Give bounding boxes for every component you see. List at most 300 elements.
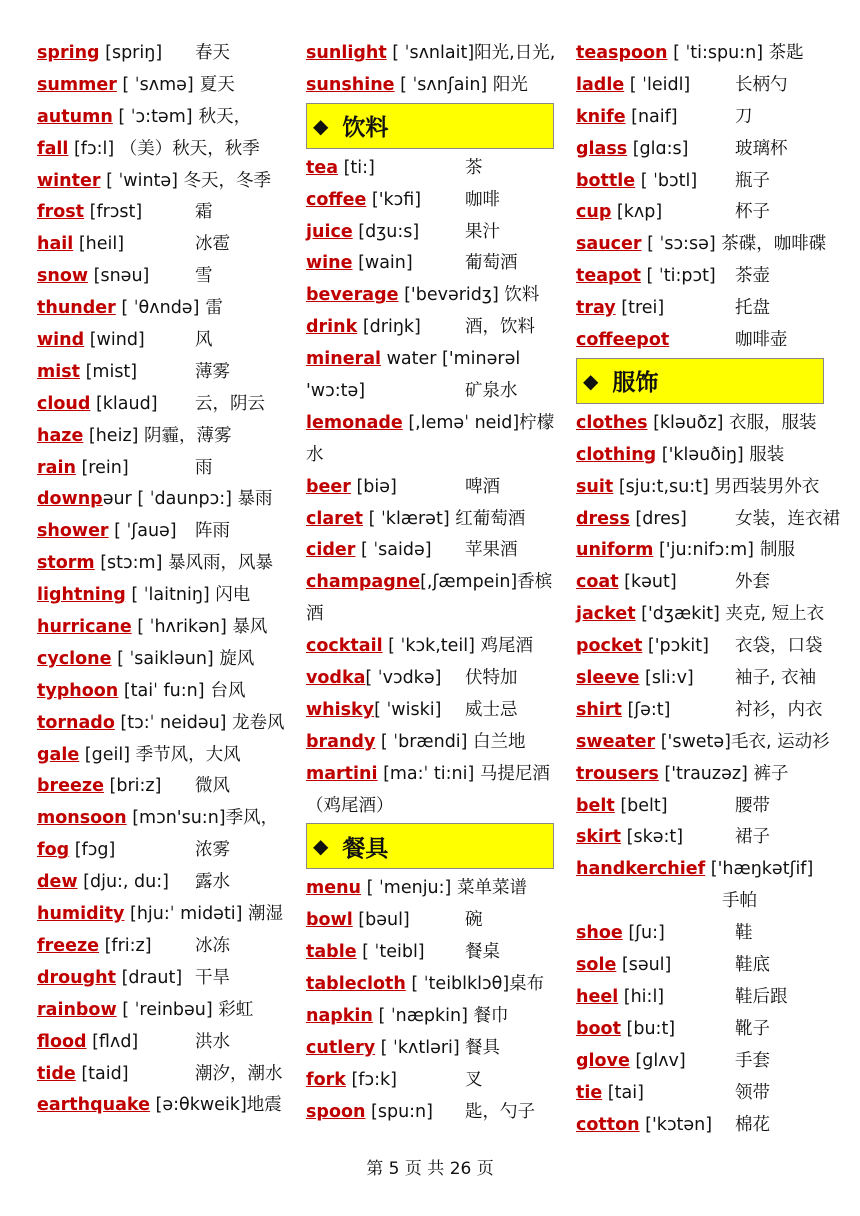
chinese-meaning: 杯子 [735, 202, 770, 223]
vocab-entry [306, 344, 558, 376]
english-word: brandy [306, 731, 376, 752]
english-word: table [306, 942, 357, 963]
vocab-entry [306, 1033, 558, 1065]
vocab-entry [37, 1027, 287, 1059]
phonetic-text: [ ˈbrændi] 白兰地 [375, 731, 526, 752]
vocab-entry [37, 484, 287, 516]
vocab-entry [306, 695, 558, 727]
phonetic-text: [klaud] [90, 393, 158, 414]
vocab-entry [37, 293, 287, 325]
english-word: beer [306, 476, 351, 497]
phonetic-text: [taid] [75, 1063, 129, 1084]
vocab-entry [306, 185, 558, 217]
english-word: glass [576, 138, 628, 159]
vocab-entry [576, 229, 828, 261]
phonetic-text: [bri:z] [103, 776, 162, 797]
vocab-entry [576, 663, 828, 695]
chinese-meaning: 手套 [735, 1050, 770, 1071]
english-word: glove [576, 1050, 630, 1071]
phonetic-text: [fɔ:l] （美）秋天，秋季 [68, 138, 260, 159]
english-word: sleeve [576, 668, 640, 689]
phonetic-text: [hi:l] [618, 986, 665, 1007]
english-word: monsoon [37, 808, 127, 829]
section-heading-text: 饮料 [342, 115, 389, 142]
english-word: freeze [37, 935, 100, 956]
vocab-entry [37, 38, 287, 70]
vocab-entry [576, 408, 828, 440]
chinese-meaning: 雨 [195, 457, 213, 478]
english-word: tablecloth [306, 974, 406, 995]
english-word: clothing [576, 444, 657, 465]
english-word: sweater [576, 731, 656, 752]
english-word: juice [306, 221, 353, 242]
english-word: mineral [306, 349, 381, 370]
chinese-meaning: 露水 [195, 872, 230, 893]
english-word: coffee [306, 189, 367, 210]
english-word: jacket [576, 604, 636, 625]
chinese-meaning: 鞋 [735, 923, 753, 944]
phonetic-text: [ ˈleidl] [624, 74, 691, 95]
vocab-entry [37, 197, 287, 229]
section-heading [306, 823, 554, 869]
phonetic-text: ['swetə]毛衣, 运动衫 [655, 731, 830, 752]
phonetic-text: [ ˈwintə] 冬天，冬季 [100, 170, 272, 191]
phonetic-text: [spriŋ] [99, 43, 163, 63]
vocab-entry [576, 727, 828, 759]
vocab-entry [37, 134, 287, 166]
chinese-meaning: 腰带 [735, 795, 770, 816]
vocab-entry [306, 873, 558, 905]
english-word: fork [306, 1069, 346, 1090]
english-word: lightning [37, 585, 126, 606]
phonetic-text: [biə] [350, 476, 397, 497]
vocab-entry [37, 740, 287, 772]
phonetic-text: [ ˈlaitniŋ] 闪电 [125, 585, 251, 606]
phonetic-text: [glɑ:s] [627, 138, 689, 159]
vocab-entry [37, 899, 287, 931]
phonetic-text: [ʃu:] [622, 923, 665, 944]
english-word: menu [306, 878, 362, 899]
phonetic-text: [skə:t] [621, 827, 684, 848]
chinese-meaning: 女装，连衣裙 [735, 508, 840, 529]
english-word: beverage [306, 285, 399, 306]
chinese-meaning: 刀 [735, 106, 753, 127]
phonetic-text: ['trauzəz] 裤子 [658, 763, 789, 784]
chinese-meaning: 雪 [195, 266, 213, 287]
phonetic-text: [ ˈti:spu:n] 茶匙 [667, 43, 804, 63]
chinese-meaning: 矿泉水 [465, 381, 518, 402]
vocab-entry [37, 995, 287, 1027]
phonetic-text: [ ˈwiski] [374, 699, 442, 720]
vocab-continuation [306, 791, 558, 823]
phonetic-text: ['pɔkit] [642, 636, 709, 657]
vocab-entry [306, 759, 558, 791]
vocab-entry [306, 663, 558, 695]
english-word: tea [306, 157, 339, 178]
vocab-entry [37, 357, 287, 389]
phonetic-text: [ ˈʃauə] [108, 521, 177, 542]
vocab-entry [576, 261, 828, 293]
english-word: tie [576, 1082, 603, 1103]
english-word: champagne [306, 572, 421, 593]
vocab-entry [37, 389, 287, 421]
chinese-meaning: 苹果酒 [465, 540, 518, 561]
chinese-meaning: 衬衫，内衣 [735, 699, 823, 720]
english-word: trousers [576, 763, 659, 784]
vocab-continuation [306, 599, 558, 631]
english-word: claret [306, 508, 364, 529]
phonetic-text: ['dʒækit] 夹克, 短上衣 [635, 604, 825, 625]
chinese-meaning: 风 [195, 330, 213, 351]
english-word: storm [37, 553, 95, 574]
vocab-entry [37, 1090, 287, 1122]
english-word: uniform [576, 540, 654, 561]
chinese-meaning: 茶 [465, 157, 483, 178]
english-word: handkerchief [576, 859, 706, 880]
english-word: drink [306, 317, 358, 338]
phonetic-text: [sli:v] [639, 668, 694, 689]
english-word: flood [37, 1031, 87, 1052]
chinese-meaning: 叉 [465, 1069, 483, 1090]
vocab-entry [576, 822, 828, 854]
vocab-entry [576, 134, 828, 166]
chinese-meaning: 秋天， [198, 106, 252, 127]
vocab-entry [306, 472, 558, 504]
chinese-meaning: 茶壶 [735, 266, 770, 287]
chinese-meaning: 棉花 [735, 1114, 770, 1135]
phonetic-text: [səul] [616, 955, 672, 976]
vocab-entry [576, 759, 828, 791]
vocab-entry [576, 1014, 828, 1046]
english-word: ladle [576, 74, 625, 95]
english-word: thunder [37, 298, 116, 319]
chinese-meaning: 阵雨 [195, 521, 230, 542]
continuation-text: 酒 [306, 604, 324, 625]
vocab-entry [306, 153, 558, 185]
vocab-entry [576, 38, 828, 70]
vocab-entry [576, 567, 828, 599]
phonetic-text: [ ˈɔ:təm] [112, 106, 193, 127]
vocab-entry [576, 791, 828, 823]
chinese-meaning: 台风 [210, 680, 246, 701]
vocab-entry [306, 38, 558, 70]
section-heading [576, 358, 824, 404]
english-word: vodka [306, 668, 366, 689]
english-word: fall [37, 138, 69, 159]
chinese-meaning: 夏天 [199, 74, 235, 95]
phonetic-text: [dʒu:s] [352, 221, 420, 242]
phonetic-text: [draut] [116, 967, 183, 988]
chinese-meaning: 瓶子 [735, 170, 770, 191]
chinese-meaning: 冰雹 [195, 234, 230, 255]
vocab-entry [37, 612, 287, 644]
english-word: cloud [37, 393, 91, 414]
chinese-meaning: 浓雾 [195, 840, 230, 861]
vocab-entry [576, 1078, 828, 1110]
vocab-continuation [576, 886, 828, 918]
english-word: pocket [576, 636, 643, 657]
phonetic-text: [kʌp] [611, 202, 663, 223]
phonetic-text: [tɔ:ˈ neidəu] 龙卷风 [114, 712, 285, 733]
vocab-entry [37, 453, 287, 485]
chinese-meaning: 鞋底 [735, 955, 770, 976]
chinese-meaning: 潮汐，潮水 [195, 1063, 283, 1084]
vocab-entry [37, 580, 287, 612]
english-word: shower [37, 521, 109, 542]
phonetic-text: [wind] [84, 330, 145, 351]
chinese-meaning: 匙，勺子 [465, 1101, 535, 1122]
english-word: shoe [576, 923, 623, 944]
vocab-entry [576, 1110, 828, 1142]
chinese-meaning: 玻璃杯 [735, 138, 788, 159]
english-word: earthquake [37, 1095, 150, 1116]
english-word: wind [37, 330, 85, 351]
vocab-entry [37, 421, 287, 453]
vocab-entry [576, 1046, 828, 1078]
phonetic-text: [ ˈnæpkin] 餐巾 [372, 1006, 509, 1027]
diamond-bullet-icon: ◆ [313, 113, 329, 138]
vocab-entry [306, 504, 558, 536]
phonetic-text: [tai] [602, 1082, 644, 1103]
continuation-text: 水 [306, 444, 324, 465]
phonetic-text: ['ju:nifɔ:m] [653, 540, 754, 561]
vocab-entry [576, 166, 828, 198]
chinese-meaning: 长柄勺 [735, 74, 788, 95]
vocab-entry [306, 217, 558, 249]
english-word: coat [576, 572, 619, 593]
english-word: dew [37, 872, 78, 893]
vocab-entry [576, 472, 828, 504]
vocab-entry [37, 771, 287, 803]
page-footer: 第 5 页 共 26 页 [366, 1159, 494, 1179]
english-word: coffeepot [576, 330, 670, 351]
chinese-meaning: 制服 [759, 540, 795, 561]
english-word: typhoon [37, 680, 119, 701]
vocab-entry [306, 937, 558, 969]
english-word: bowl [306, 910, 353, 931]
english-word: rainbow [37, 999, 117, 1020]
english-word: breeze [37, 776, 104, 797]
vocab-entry [37, 803, 287, 835]
chinese-meaning: 衣袋，口袋 [735, 636, 823, 657]
phonetic-text: əur [ ˈdaunpɔ:] 暴雨 [102, 489, 273, 510]
english-word: cyclone [37, 648, 112, 669]
english-word: downp [37, 489, 103, 510]
phonetic-text: [kləuðz] 衣服，服装 [647, 412, 817, 433]
phonetic-text: [trei] [615, 298, 665, 319]
phonetic-text: [naif] [625, 106, 678, 127]
phonetic-text: [rein] [75, 457, 129, 478]
english-word: rain [37, 457, 76, 478]
vocab-entry [576, 599, 828, 631]
phonetic-text: [ ˈteiblklɔθ]桌布 [405, 974, 545, 995]
phonetic-text: [ ˈhʌrikən] 暴风 [131, 617, 268, 638]
phonetic-text: [mist] [80, 361, 138, 382]
vocab-entry [306, 1097, 558, 1129]
vocab-entry [576, 102, 828, 134]
english-word: cup [576, 202, 612, 223]
english-word: knife [576, 106, 626, 127]
english-word: napkin [306, 1006, 373, 1027]
phonetic-text: [flʌd] [86, 1031, 139, 1052]
vocab-entry [576, 918, 828, 950]
chinese-meaning: 外套 [735, 572, 770, 593]
vocab-entry [306, 280, 558, 312]
english-word: haze [37, 425, 84, 446]
chinese-meaning: 霜 [195, 202, 213, 223]
vocab-entry [37, 963, 287, 995]
phonetic-text: [wain] [352, 253, 413, 274]
english-word: spring [37, 43, 100, 63]
chinese-meaning: 雷 [205, 298, 223, 319]
chinese-meaning: 微风 [195, 776, 230, 797]
phonetic-text: [driŋk] [357, 317, 421, 338]
phonetic-text: [ ˈsʌmə] [116, 74, 194, 95]
vocab-entry [37, 325, 287, 357]
vocab-entry [306, 312, 558, 344]
phonetic-text: [ ˈkʌtləri] [375, 1037, 460, 1058]
english-word: teapot [576, 266, 641, 287]
continuation-text: 手帕 [722, 891, 757, 912]
chinese-meaning: 冰冻 [195, 935, 230, 956]
phonetic-text: [glʌv] [629, 1050, 686, 1071]
vocab-entry [37, 70, 287, 102]
chinese-meaning: 干旱 [195, 967, 230, 988]
phonetic-text: [ə:θkweik]地震 [149, 1095, 282, 1116]
english-word: belt [576, 795, 615, 816]
phonetic-text: [bu:t] [620, 1018, 676, 1039]
phonetic-text: [mɔn'su:n]季风， [126, 808, 279, 829]
chinese-meaning: 啤酒 [465, 476, 500, 497]
english-word: sunlight [306, 43, 387, 63]
phonetic-text: [sju:t,su:t] 男西装男外衣 [613, 476, 820, 497]
chinese-meaning: 酒，饮料 [465, 317, 535, 338]
chinese-meaning: 餐桌 [465, 942, 500, 963]
english-word: bottle [576, 170, 636, 191]
chinese-meaning: 果汁 [465, 221, 500, 242]
continuation-text: （鸡尾酒） [306, 795, 394, 816]
vocab-entry [576, 70, 828, 102]
continuation-text: 'wɔ:tə] [306, 381, 366, 402]
english-word: hurricane [37, 617, 132, 638]
phonetic-text: ['hæŋkətʃif] [705, 859, 814, 880]
phonetic-text: [ ˈmenju:] 菜单菜谱 [361, 878, 527, 899]
english-word: humidity [37, 904, 125, 925]
vocab-entry [37, 644, 287, 676]
english-word: winter [37, 170, 101, 191]
chinese-meaning: 威士忌 [465, 699, 518, 720]
phonetic-text: [stɔ:m] 暴风雨，风暴 [94, 553, 273, 574]
english-word: suit [576, 476, 614, 497]
english-word: cider [306, 540, 356, 561]
english-word: cocktail [306, 636, 383, 657]
vocab-column-2 [306, 38, 558, 1129]
phonetic-text: [ ˈsɔ:sə] 茶碟，咖啡碟 [641, 234, 827, 255]
vocab-entry [306, 248, 558, 280]
chinese-meaning: 葡萄酒 [465, 253, 518, 274]
phonetic-text: [ ˈkɔk,teil] 鸡尾酒 [382, 636, 534, 657]
english-word: clothes [576, 412, 648, 433]
vocab-entry [37, 1059, 287, 1091]
vocab-entry [306, 1065, 558, 1097]
english-word: cotton [576, 1114, 640, 1135]
vocab-entry [576, 440, 828, 472]
english-word: tray [576, 298, 616, 319]
phonetic-text: [spu:n] [365, 1101, 433, 1122]
vocab-entry [576, 854, 828, 886]
phonetic-text: [fɔg] [69, 840, 116, 861]
vocab-entry [306, 1001, 558, 1033]
diamond-bullet-icon: ◆ [583, 368, 599, 393]
phonetic-text: [bəul] [352, 910, 410, 931]
chinese-meaning: 鞋后跟 [735, 986, 788, 1007]
phonetic-text: [fri:z] [99, 935, 152, 956]
english-word: snow [37, 266, 89, 287]
english-word: dress [576, 508, 630, 529]
vocab-entry [576, 982, 828, 1014]
chinese-meaning: 云，阴云 [195, 393, 265, 414]
vocab-entry [576, 535, 828, 567]
english-word: mist [37, 361, 81, 382]
phonetic-text: water ['minərəl [381, 349, 521, 370]
vocab-entry [306, 631, 558, 663]
phonetic-text: [belt] [614, 795, 668, 816]
phonetic-text: [geil] 季节风，大风 [79, 744, 241, 765]
section-heading [306, 103, 554, 149]
phonetic-text: [hju:ˈ midəti] 潮湿 [124, 904, 284, 925]
vocab-entry [37, 867, 287, 899]
phonetic-text: [ ˈreinbəu] 彩虹 [116, 999, 254, 1020]
chinese-meaning: 伏特加 [465, 668, 518, 689]
phonetic-text: [heil] [73, 234, 125, 255]
phonetic-text: [frɔst] [84, 202, 143, 223]
chinese-meaning: 洪水 [195, 1031, 230, 1052]
phonetic-text: [ ˈsʌnʃain] 阳光 [394, 74, 528, 95]
english-word: hail [37, 234, 74, 255]
phonetic-text: [dju:, du:] [77, 872, 169, 893]
phonetic-text: [ ˈvɔdkə] [365, 668, 442, 689]
vocab-entry [576, 325, 828, 357]
vocab-entry [37, 676, 287, 708]
phonetic-text: [dres] [629, 508, 687, 529]
chinese-meaning: 靴子 [735, 1018, 770, 1039]
phonetic-text: [ ˈti:pɔt] [640, 266, 716, 287]
phonetic-text: [ ˈsaikləun] 旋风 [111, 648, 255, 669]
vocab-entry [306, 567, 558, 599]
vocab-entry [306, 727, 558, 759]
phonetic-text: ['kɔfi] [366, 189, 422, 210]
vocab-entry [37, 166, 287, 198]
section-heading-text: 餐具 [342, 835, 389, 862]
chinese-meaning: 春天 [195, 43, 230, 63]
vocab-column-3 [576, 38, 840, 1141]
vocab-entry [576, 950, 828, 982]
english-word: cutlery [306, 1037, 376, 1058]
english-word: tide [37, 1063, 76, 1084]
phonetic-text: [heiz] 阴霾，薄雾 [83, 425, 232, 446]
english-word: autumn [37, 106, 113, 127]
phonetic-text: [ti:] [338, 157, 375, 178]
chinese-meaning: 咖啡 [465, 189, 500, 210]
vocab-entry [576, 631, 828, 663]
chinese-meaning: 袖子, 衣袖 [735, 668, 817, 689]
english-word: fog [37, 840, 70, 861]
vocab-entry [37, 261, 287, 293]
vocab-entry [576, 695, 828, 727]
phonetic-text: [ ˈteibl] [356, 942, 425, 963]
vocab-entry [37, 548, 287, 580]
chinese-meaning: 薄雾 [195, 361, 230, 382]
